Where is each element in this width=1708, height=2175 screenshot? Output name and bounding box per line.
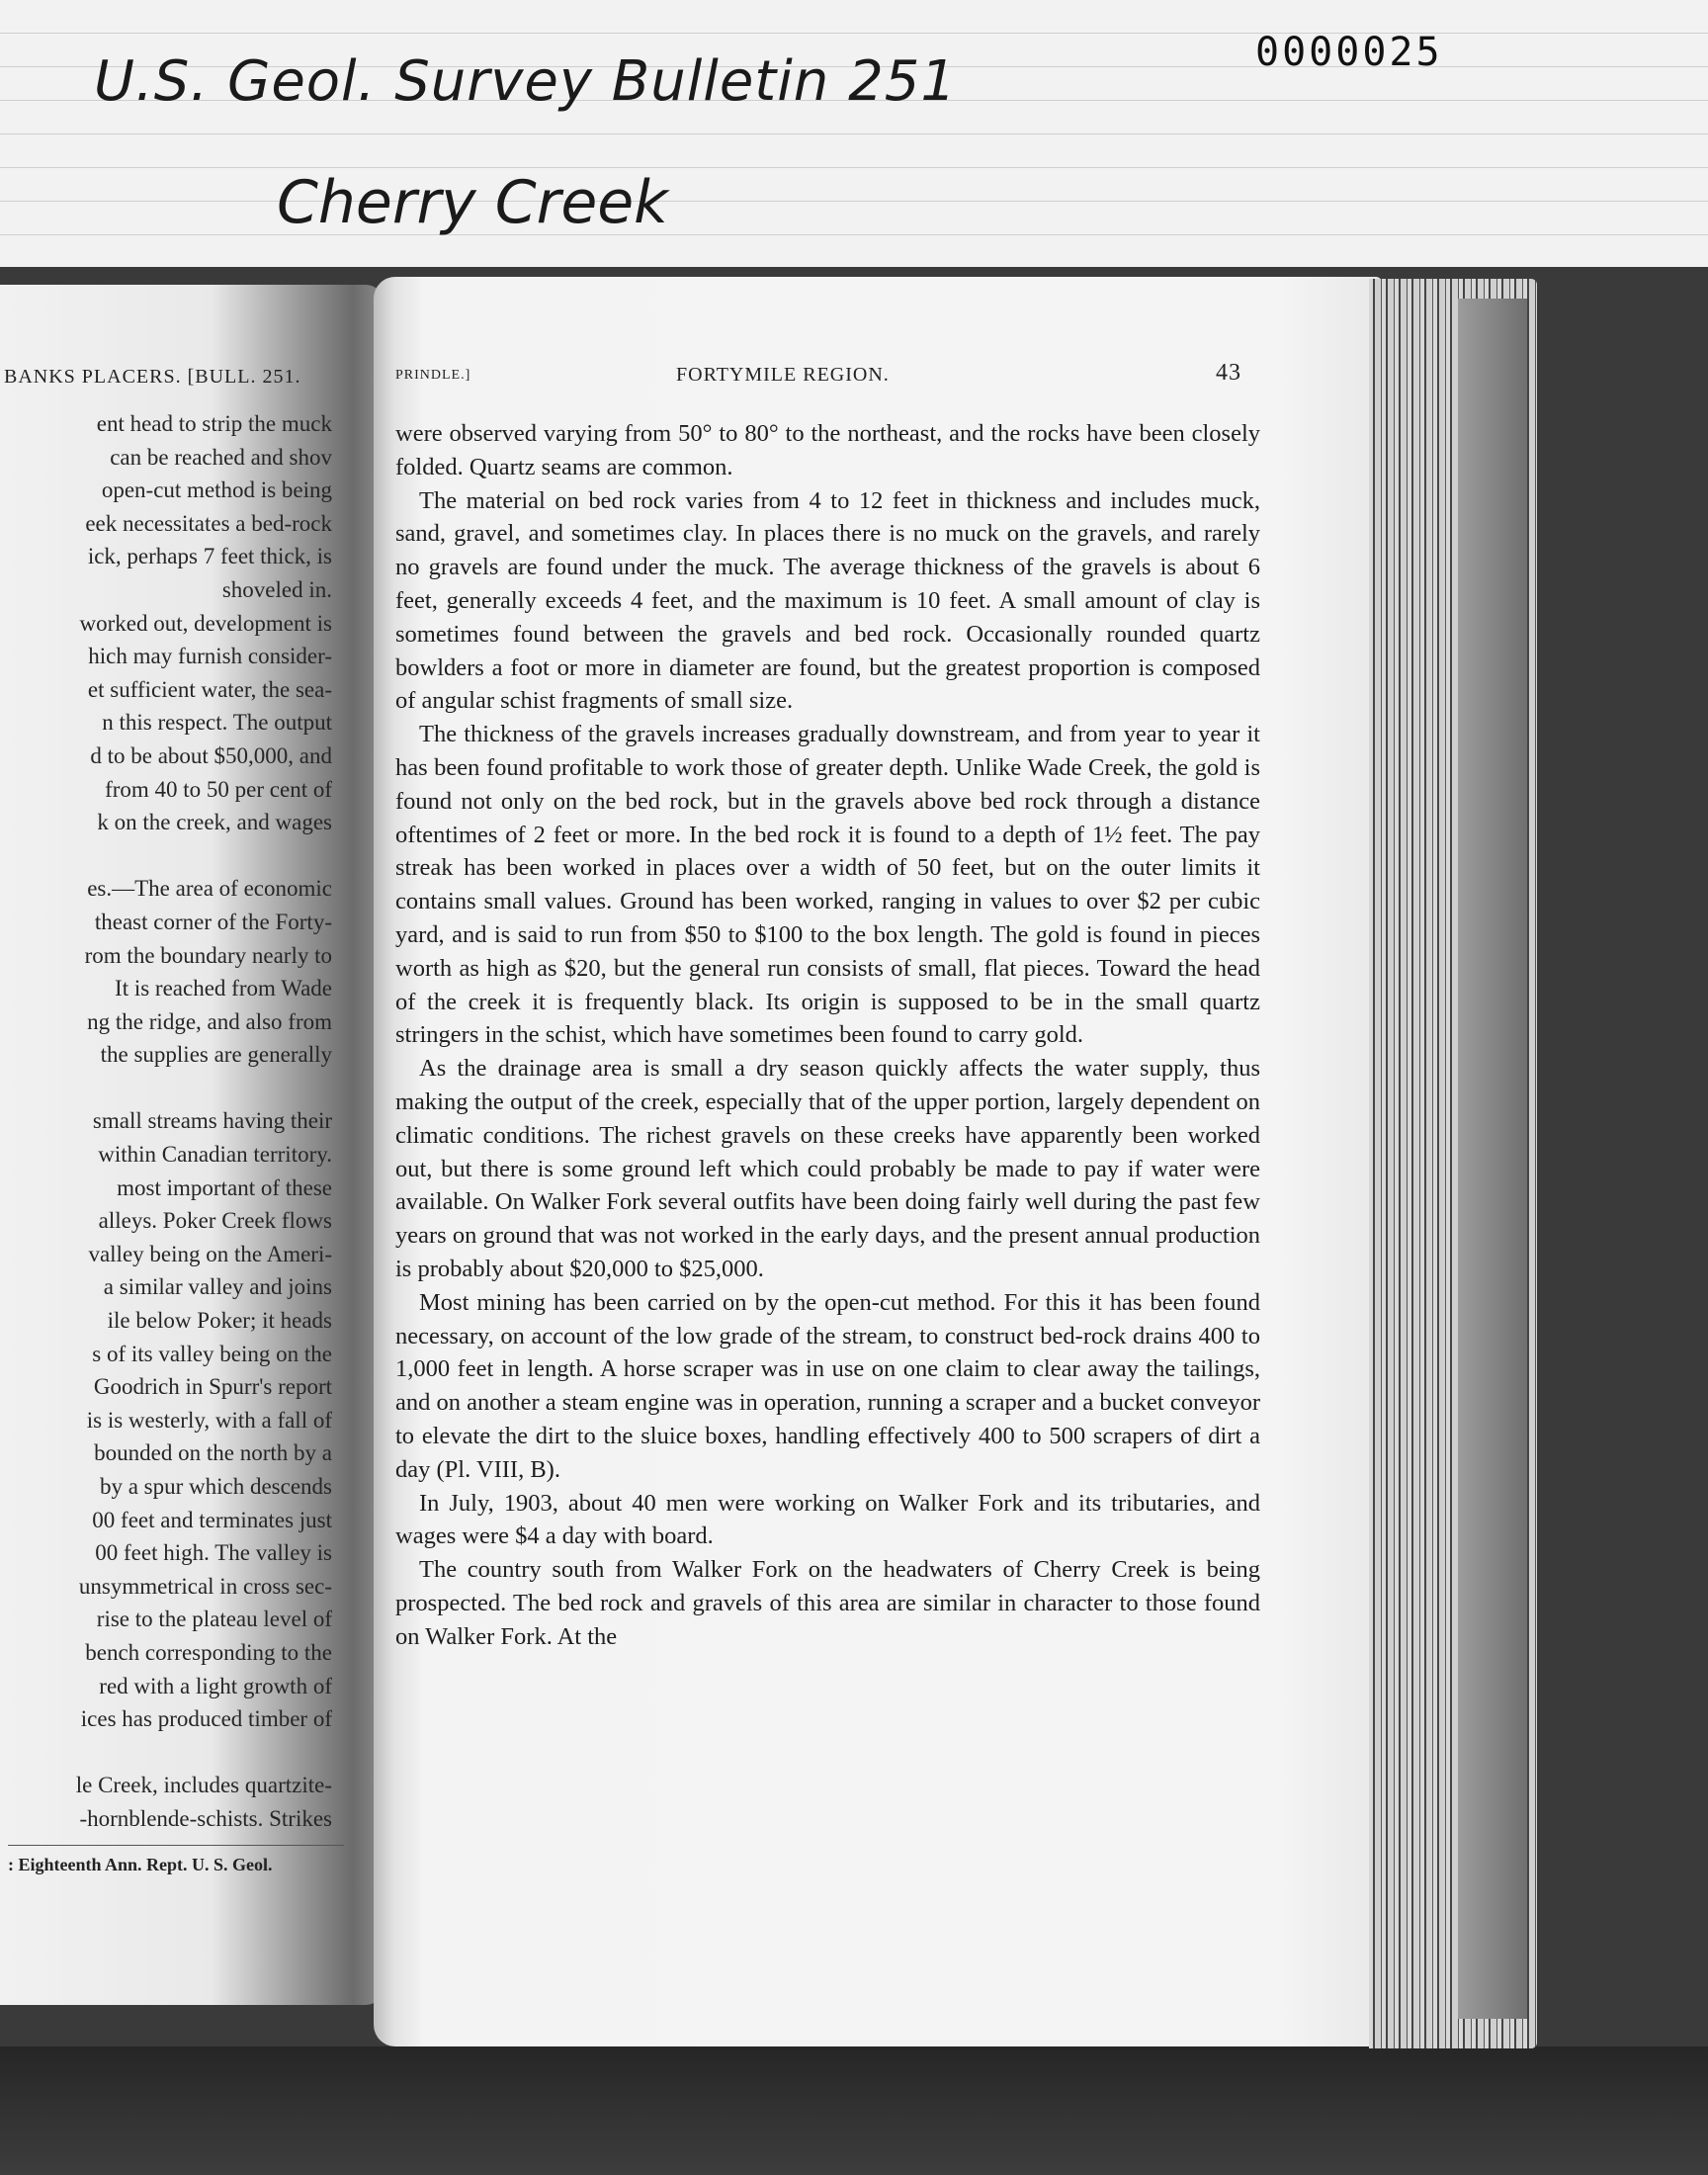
paragraph: As the drainage area is small a dry season quickly affects the water supply, thus making the output of the creek, especially that of the upper portion, largely dependent on climatic conditions. The richest gravels on these creeks have apparently been worked out, but there is some ground left which could probably be made to pay if water were available. On Walker Fork several outfits have been doing fairly well during the past few years on ground that was not worked in the early days, and the present annual production is probably about $20,000 to $25,000. [395, 1055, 1260, 1282]
page-body [395, 417, 1260, 1653]
left-page-line: 00 feet high. The valley is [95, 1540, 332, 1566]
left-page-line [6, 1072, 384, 1105]
left-page-line: s of its valley being on the [92, 1341, 332, 1366]
left-page-line: bench corresponding to the [85, 1639, 332, 1665]
left-page-line: ices has produced timber of [80, 1706, 332, 1732]
left-page-line: red with a light growth of [99, 1673, 332, 1698]
left-page-line: rom the boundary nearly to [84, 942, 332, 968]
left-page-line: k on the creek, and wages [97, 810, 332, 835]
left-page-line: ile below Poker; it heads [107, 1308, 332, 1334]
left-page-line: n this respect. The output [102, 710, 332, 736]
left-page-line: Goodrich in Spurr's report [93, 1374, 332, 1400]
left-page-line: worked out, development is [79, 610, 332, 636]
paragraph: were observed varying from 50° to 80° to the northeast, and the rocks have been closely folded. Quartz seams are common. [395, 420, 1260, 480]
left-page-line [6, 839, 384, 873]
running-head-title: FORTYMILE REGION. [676, 364, 890, 386]
left-page-line: from 40 to 50 per cent of [105, 776, 332, 802]
left-page-line: eek necessitates a bed-rock [85, 510, 332, 536]
left-page-line: hich may furnish consider- [88, 644, 332, 669]
left-page-line: bounded on the north by a [94, 1440, 332, 1466]
left-page-line: theast corner of the Forty- [94, 909, 332, 934]
left-page-line: 00 feet and terminates just [92, 1507, 332, 1532]
left-page-line: is is westerly, with a fall of [86, 1407, 332, 1433]
paragraph: The country south from Walker Fork on the headwaters of Cherry Creek is being prospected. The bed rock and gravels of this area are similar in character to those found on Walker Fork. At the [395, 1556, 1260, 1650]
left-page-line: le Creek, includes quartzite- [75, 1773, 332, 1798]
left-page-line: a similar valley and joins [103, 1274, 332, 1300]
left-page-line: es.—The area of economic [87, 876, 332, 902]
left-page-line: -hornblende-schists. Strikes [79, 1805, 332, 1831]
running-head-author: PRINDLE.] [395, 368, 471, 383]
left-page-text [6, 407, 384, 1836]
left-page-line: most important of these [117, 1174, 332, 1200]
left-page-line: can be reached and shov [110, 444, 332, 470]
left-page-line: ng the ridge, and also from [87, 1008, 332, 1034]
handwritten-title: U.S. Geol. Survey Bulletin 251 [94, 49, 957, 114]
left-page-line: ent head to strip the muck [96, 411, 332, 436]
left-running-head: BANKS PLACERS. [BULL. 251. [4, 366, 301, 388]
left-page-line: rise to the plateau level of [96, 1607, 332, 1632]
left-page-line: unsymmetrical in cross sec- [78, 1573, 332, 1599]
paragraph: The material on bed rock varies from 4 to 12 feet in thickness and includes muck, sand, gravel, and sometimes clay. In places there is no muck on the gravels, and rarely no gravels are found under the muck. The average thickness of the gravels is about 6 feet, generally exceeds 4 feet, and the maximum is 10 feet. A small amount of clay is sometimes found between the gravels and bed rock. Occasionally rounded quartz bowlders a foot or more in diameter are found, but the greatest proportion is composed of angular schist fragments of small size. [395, 486, 1260, 715]
index-card-header [0, 0, 1708, 267]
left-page-line: It is reached from Wade [115, 976, 332, 1001]
left-footnote: : Eighteenth Ann. Rept. U. S. Geol. [8, 1855, 273, 1874]
left-page-line: d to be about $50,000, and [90, 742, 332, 768]
left-page-line: the supplies are generally [100, 1042, 332, 1068]
paragraph: In July, 1903, about 40 men were working on Walker Fork and its tributaries, and wages were $4 a day with board. [395, 1489, 1260, 1550]
left-page-line: shoveled in. [221, 576, 332, 602]
footnote-rule [8, 1845, 344, 1846]
stamp-number: 0000025 [1255, 30, 1443, 75]
right-page [374, 277, 1382, 2046]
left-page [0, 285, 384, 2005]
handwritten-subtitle: Cherry Creek [277, 168, 668, 237]
page-number: 43 [1216, 360, 1241, 386]
paragraph: The thickness of the gravels increases gradually downstream, and from year to year it has been found profitable to work those of greater depth. Unlike Wade Creek, the gold is found not only on the bed rock, but in the gravels above bed rock through a distance oftentimes of 2 feet or more. In the bed rock it is found to a depth of 1½ feet. The pay streak has been worked in places over a width of 50 feet, but on the outer limits it contains small values. Ground has been worked, ranging in values to over $2 per cubic yard, and is said to run from $50 to $100 to the box length. The gold is found in pieces worth as high as $20, but the general run consists of small, flat pieces. Toward the head of the creek it is frequently black. Its origin is supposed to be in the small quartz stringers in the schist, which have sometimes been found to carry gold. [395, 721, 1260, 1049]
left-page-line [6, 1736, 384, 1770]
left-page-line: open-cut method is being [101, 478, 332, 503]
paragraph: Most mining has been carried on by the open-cut method. For this it has been found necessary, on account of the low grade of the stream, to construct bed-rock drains 400 to 1,000 feet in length. A horse scraper was in use on one claim to clear away the tailings, and on another a steam engine was in operation, running a scraper and a bucket conveyor to elevate the dirt to the sluice boxes, handling effectively 400 to 500 scrapers of dirt a day (Pl. VIII, B). [395, 1288, 1260, 1483]
table-edge [0, 2046, 1708, 2175]
page-edges [1369, 279, 1537, 2048]
left-page-line: alleys. Poker Creek flows [98, 1208, 332, 1234]
left-page-line: by a spur which descends [99, 1474, 332, 1499]
left-page-line: ick, perhaps 7 feet thick, is [87, 544, 332, 569]
left-page-line: et sufficient water, the sea- [87, 676, 332, 702]
left-page-line: small streams having their [92, 1108, 332, 1134]
left-page-line: valley being on the Ameri- [88, 1241, 332, 1266]
left-page-line: within Canadian territory. [98, 1142, 332, 1168]
